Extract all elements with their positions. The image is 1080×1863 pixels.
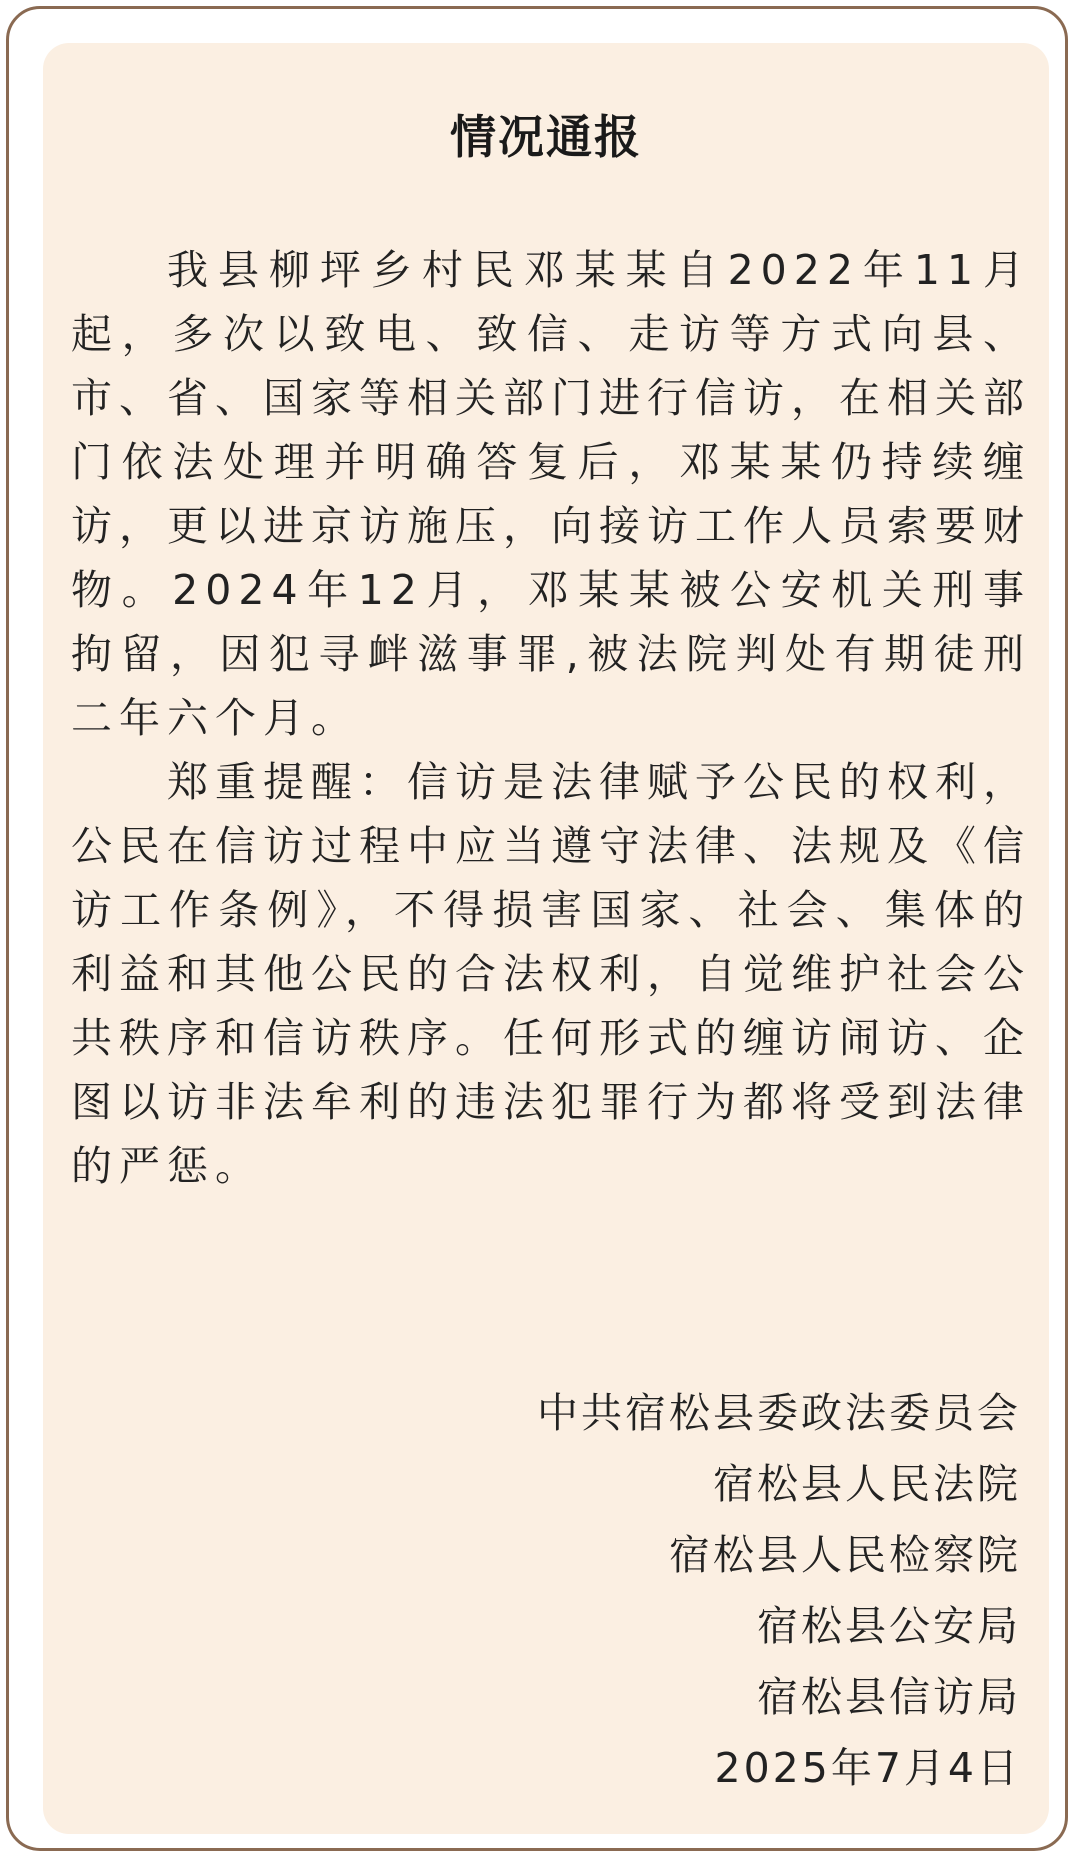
signatory-public-security-bureau: 宿松县公安局 [757, 1602, 1021, 1650]
signatory-procuratorate: 宿松县人民检察院 [669, 1531, 1021, 1579]
notice-body [71, 238, 1031, 1198]
notice-title: 情况通报 [450, 110, 642, 164]
notice-frame [6, 6, 1068, 1851]
notice-date: 2025年7月4日 [714, 1744, 1021, 1792]
signature-block [537, 1378, 1021, 1804]
signatory-court: 宿松县人民法院 [713, 1460, 1021, 1508]
signatory-political-legal-committee: 中共宿松县委政法委员会 [537, 1389, 1021, 1437]
signatory-petition-bureau: 宿松县信访局 [757, 1673, 1021, 1721]
notice-panel [43, 43, 1049, 1834]
paragraph-incident: 我县柳坪乡村民邓某某自2022年11月起，多次以致电、致信、走访等方式向县、市、省、国家等相关部门进行信访，在相关部门依法处理并明确答复后，邓某某仍持续缠访，更以进京访施压，向接访工作人员索要财物。2024年12月，邓某某被公安机关刑事拘留，因犯寻衅滋事罪,被法院判处有期徒刑二年六个月。 [71, 246, 1031, 742]
paragraph-reminder: 郑重提醒：信访是法律赋予公民的权利，公民在信访过程中应当遵守法律、法规及《信访工作条例》，不得损害国家、社会、集体的利益和其他公民的合法权利，自觉维护社会公共秩序和信访秩序。任何形式的缠访闹访、企图以访非法牟利的违法犯罪行为都将受到法律的严惩。 [71, 758, 1031, 1190]
